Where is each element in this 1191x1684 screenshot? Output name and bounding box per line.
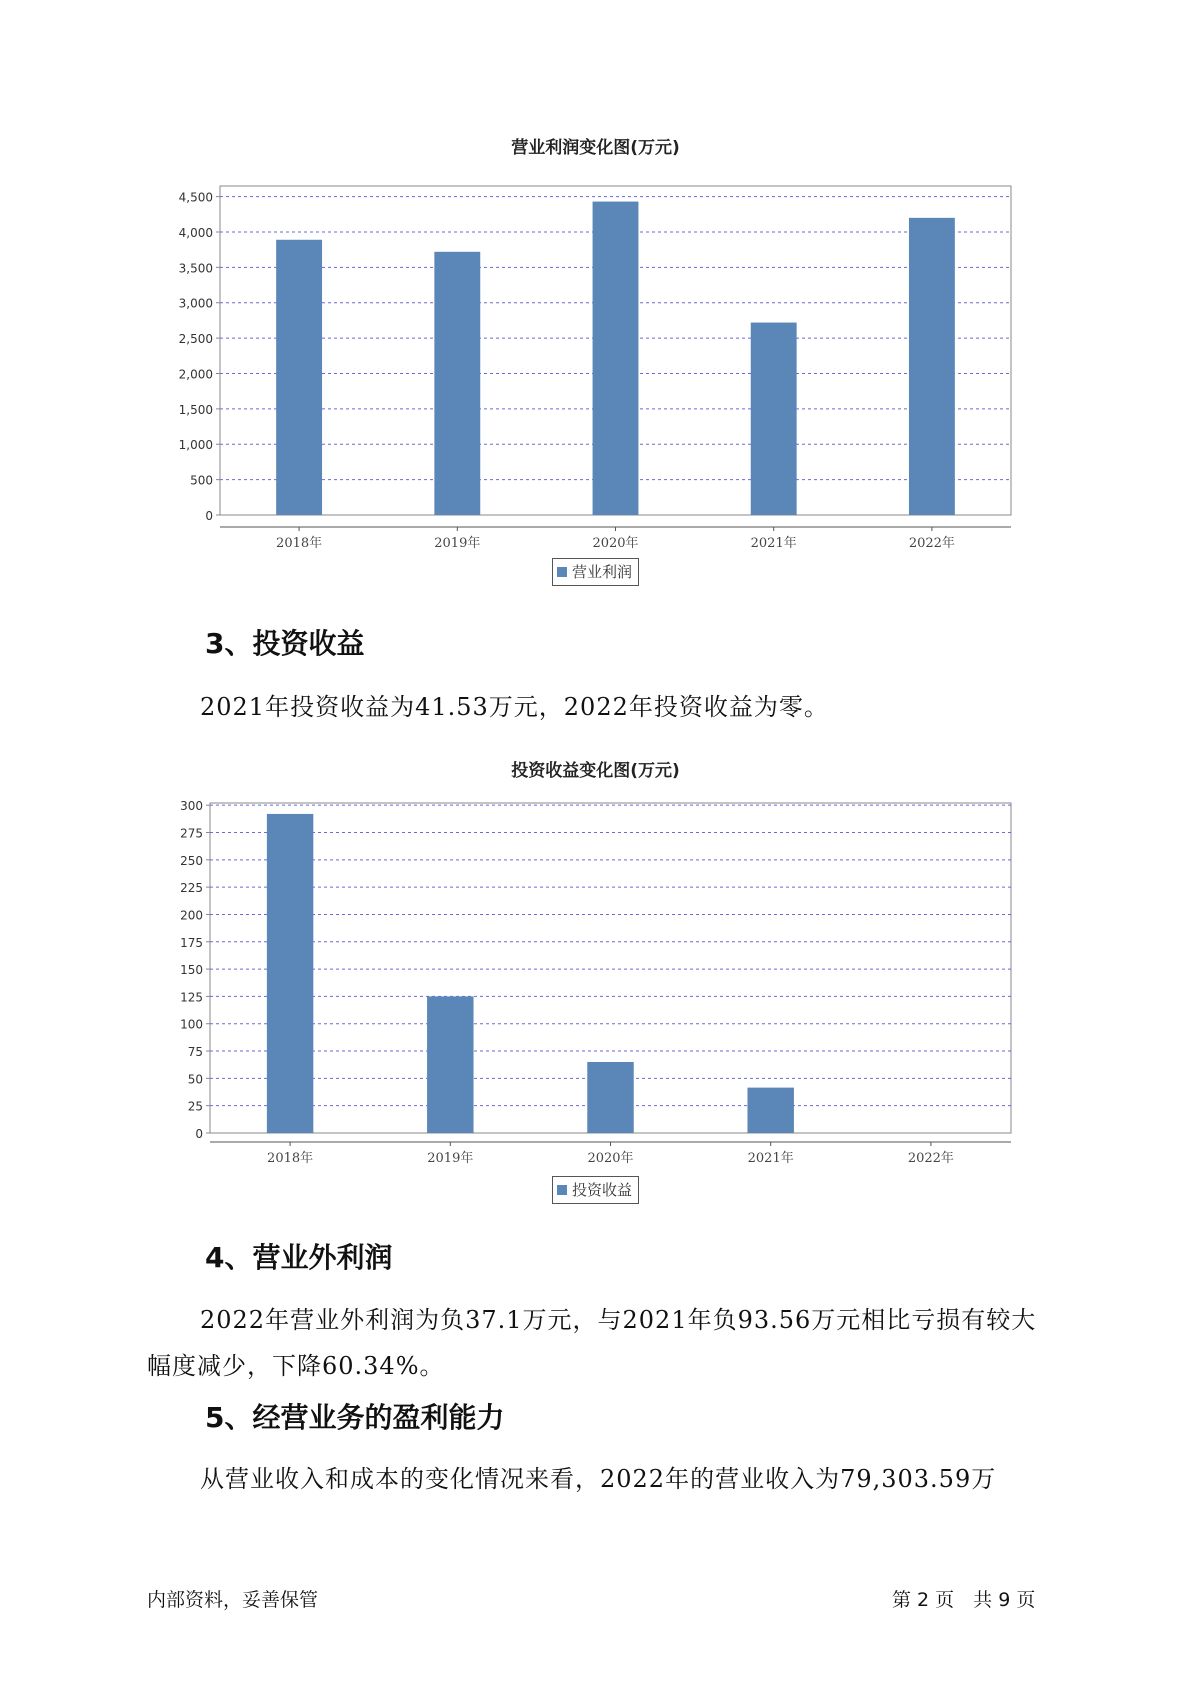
x-tick-label: 2020年 xyxy=(587,1151,634,1166)
x-tick-label: 2022年 xyxy=(908,536,955,551)
y-tick-label: 150 xyxy=(180,963,203,978)
x-tick-label: 2019年 xyxy=(434,536,481,551)
y-tick-label: 175 xyxy=(180,935,203,950)
y-tick-label: 3,000 xyxy=(178,296,213,311)
section5-heading: 5、经营业务的盈利能力 xyxy=(205,1401,505,1434)
section4-heading: 4、营业外利润 xyxy=(205,1241,393,1274)
y-tick-label: 275 xyxy=(180,826,203,841)
footer-page-number: 第 2 页 共 9 页 xyxy=(892,1589,1036,1611)
y-tick-label: 250 xyxy=(180,853,203,868)
bar-2021年 xyxy=(747,1088,793,1133)
chart2-legend xyxy=(552,1176,639,1204)
y-tick-label: 50 xyxy=(187,1072,203,1087)
section5-paragraph: 从营业收入和成本的变化情况来看，2022年的营业收入为79,303.59万 xyxy=(200,1465,997,1493)
y-tick-label: 4,500 xyxy=(178,190,213,205)
bar-2019年 xyxy=(427,996,473,1133)
y-tick-label: 4,000 xyxy=(178,225,213,240)
chart1-title: 营业利润变化图(万元) xyxy=(511,138,680,158)
section4-paragraph: 2022年营业外利润为负37.1万元，与2021年负93.56万元相比亏损有较大幅度减少，下降60.34%。 xyxy=(147,1306,1037,1380)
y-tick-label: 2,000 xyxy=(178,367,213,382)
y-tick-label: 0 xyxy=(195,1127,203,1141)
y-tick-label: 125 xyxy=(180,990,203,1005)
x-tick-label: 2022年 xyxy=(907,1151,954,1166)
x-tick-label: 2019年 xyxy=(427,1151,474,1166)
y-tick-label: 1,500 xyxy=(178,402,213,417)
y-tick-label: 2,500 xyxy=(178,332,213,347)
y-tick-label: 75 xyxy=(187,1045,203,1060)
x-tick-label: 2021年 xyxy=(750,536,797,551)
y-tick-label: 300 xyxy=(180,799,203,814)
y-tick-label: 0 xyxy=(205,509,213,523)
y-tick-label: 25 xyxy=(187,1099,203,1114)
section3-heading: 3、投资收益 xyxy=(205,627,365,660)
bar-2020年 xyxy=(587,1062,633,1133)
y-tick-label: 500 xyxy=(190,473,213,488)
x-tick-label: 2018年 xyxy=(276,536,323,551)
legend-swatch-icon xyxy=(557,1185,567,1195)
y-tick-label: 1,000 xyxy=(178,438,213,453)
chart1-legend-label: 营业利润 xyxy=(572,563,633,581)
section3-paragraph: 2021年投资收益为41.53万元，2022年投资收益为零。 xyxy=(200,693,829,721)
x-tick-label: 2021年 xyxy=(747,1151,794,1166)
y-tick-label: 100 xyxy=(180,1017,203,1032)
y-tick-label: 3,500 xyxy=(178,261,213,276)
y-tick-label: 200 xyxy=(180,908,203,923)
chart2-title: 投资收益变化图(万元) xyxy=(511,761,680,781)
x-tick-label: 2020年 xyxy=(592,536,639,551)
y-tick-label: 225 xyxy=(180,881,203,896)
x-tick-label: 2018年 xyxy=(267,1151,314,1166)
footer-confidential: 内部资料，妥善保管 xyxy=(147,1589,319,1611)
chart2-legend-label: 投资收益 xyxy=(572,1181,633,1199)
bar-2018年 xyxy=(267,814,313,1133)
